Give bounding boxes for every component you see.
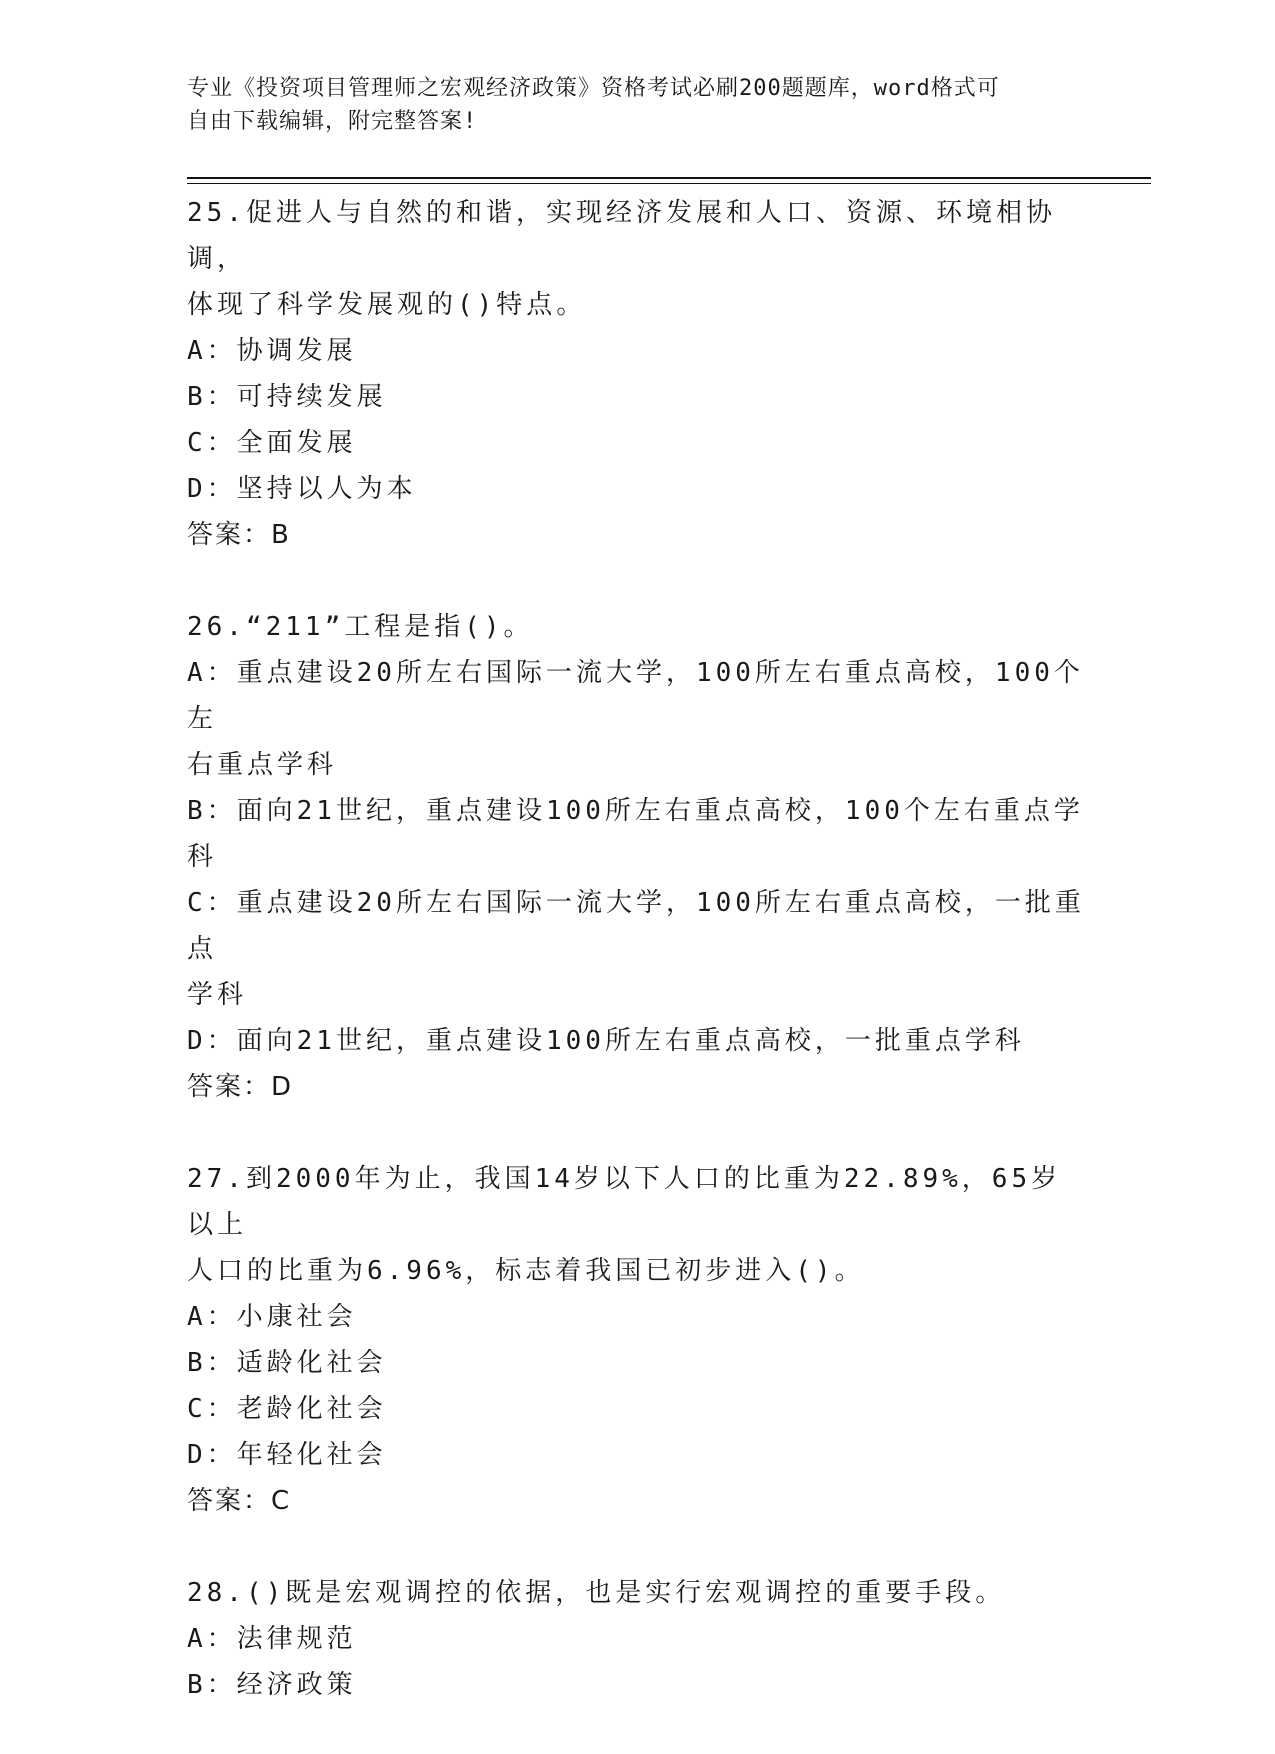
header-divider-thin	[187, 183, 1151, 184]
question-stem: 28.()既是宏观调控的依据，也是实行宏观调控的重要手段。	[187, 1578, 1006, 1608]
option-c: C：老龄化社会	[187, 1394, 387, 1424]
question-stem: 27.到2000年为止，我国14岁以下人口的比重为22.89%，65岁以上	[187, 1164, 1062, 1240]
option-a: A：法律规范	[187, 1624, 357, 1654]
answer: 答案：C	[187, 1486, 292, 1516]
option-a: A：小康社会	[187, 1302, 357, 1332]
header-divider-thick	[187, 177, 1151, 179]
question-27	[187, 1156, 1087, 1524]
option-b: B：适龄化社会	[187, 1348, 387, 1378]
option-a-continued: 右重点学科	[187, 750, 338, 780]
option-b: B：可持续发展	[187, 382, 387, 412]
question-stem: 25.促进人与自然的和谐，实现经济发展和人口、资源、环境相协调，	[187, 198, 1056, 274]
option-a: A：协调发展	[187, 336, 357, 366]
header-title-line-1: 专业《投资项目管理师之宏观经济政策》资格考试必刷200题题库，word格式可	[187, 76, 1000, 101]
answer: 答案：D	[187, 1072, 294, 1102]
option-d: D：坚持以人为本	[187, 474, 417, 504]
option-a: A：重点建设20所左右国际一流大学，100所左右重点高校，100个左	[187, 658, 1084, 734]
answer: 答案：B	[187, 520, 291, 550]
question-list	[187, 190, 1087, 1754]
question-stem: 体现了科学发展观的()特点。	[187, 290, 587, 320]
option-c-continued: 学科	[187, 980, 248, 1010]
question-28	[187, 1570, 1087, 1708]
document-header	[187, 72, 1067, 138]
option-b: B：经济政策	[187, 1670, 357, 1700]
option-c: C：全面发展	[187, 428, 357, 458]
question-26	[187, 604, 1087, 1110]
option-c: C：重点建设20所左右国际一流大学，100所左右重点高校，一批重点	[187, 888, 1085, 964]
question-stem: 人口的比重为6.96%，标志着我国已初步进入()。	[187, 1256, 865, 1286]
option-b: B：面向21世纪，重点建设100所左右重点高校，100个左右重点学科	[187, 796, 1084, 872]
question-stem: 26.“211”工程是指()。	[187, 612, 534, 642]
question-25	[187, 190, 1087, 558]
option-d: D：年轻化社会	[187, 1440, 387, 1470]
option-d: D：面向21世纪，重点建设100所左右重点高校，一批重点学科	[187, 1026, 1025, 1056]
header-title-line-2: 自由下载编辑，附完整答案!	[187, 109, 478, 134]
